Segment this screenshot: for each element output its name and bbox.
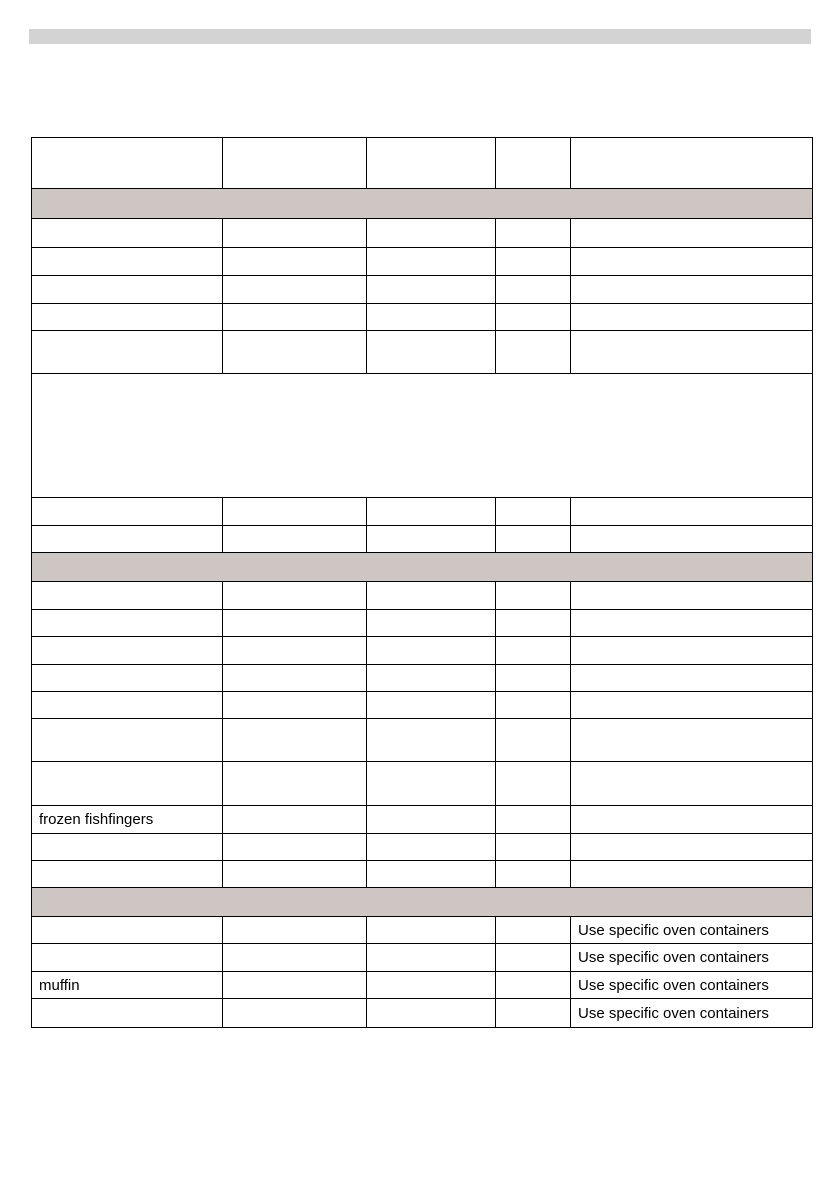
table-cell xyxy=(496,610,571,637)
top-header-bar xyxy=(29,29,811,44)
table-cell xyxy=(223,719,367,762)
table-cell xyxy=(367,498,496,526)
table-cell xyxy=(571,637,813,665)
table-cell xyxy=(496,248,571,276)
table-cell xyxy=(571,861,813,888)
table-cell xyxy=(367,331,496,374)
table-cell xyxy=(367,637,496,665)
table-row xyxy=(32,999,813,1028)
table-cell xyxy=(367,665,496,692)
table-cell xyxy=(223,637,367,665)
table-row xyxy=(32,637,813,665)
table-row xyxy=(32,248,813,276)
table-row xyxy=(32,692,813,719)
table-cell xyxy=(571,719,813,762)
table-cell xyxy=(367,582,496,610)
table-cell xyxy=(367,304,496,331)
note-cell: Use specific oven containers xyxy=(571,944,813,972)
table-cell xyxy=(32,304,223,331)
table-cell xyxy=(32,276,223,304)
merged-note-row xyxy=(32,374,813,498)
table-cell xyxy=(223,610,367,637)
table-cell xyxy=(496,637,571,665)
table-cell xyxy=(496,582,571,610)
table-cell xyxy=(367,917,496,944)
table-cell xyxy=(223,498,367,526)
table-cell xyxy=(223,999,367,1028)
table-cell xyxy=(496,762,571,806)
table-cell xyxy=(367,719,496,762)
table-cell xyxy=(223,331,367,374)
food-cell: frozen fishfingers xyxy=(32,806,223,834)
table-cell xyxy=(496,999,571,1028)
table-cell xyxy=(32,719,223,762)
table-cell xyxy=(571,665,813,692)
table-cell xyxy=(496,526,571,553)
table-cell xyxy=(367,806,496,834)
table-cell xyxy=(367,999,496,1028)
table-cell xyxy=(32,861,223,888)
table-cell xyxy=(496,834,571,861)
table-cell xyxy=(571,331,813,374)
merged-note-cell xyxy=(32,374,813,498)
cooking-table xyxy=(31,137,813,1028)
table-cell xyxy=(223,526,367,553)
section-header-cell xyxy=(32,189,813,219)
section-header-row xyxy=(32,888,813,917)
food-cell xyxy=(32,944,223,972)
table-cell xyxy=(32,762,223,806)
table-cell xyxy=(496,665,571,692)
table-cell xyxy=(367,972,496,999)
table-cell xyxy=(367,762,496,806)
table-row xyxy=(32,526,813,553)
table-cell xyxy=(223,582,367,610)
table-cell xyxy=(223,917,367,944)
table-cell xyxy=(571,219,813,248)
table-row xyxy=(32,762,813,806)
table-cell xyxy=(32,248,223,276)
table-cell xyxy=(223,248,367,276)
note-cell: Use specific oven containers xyxy=(571,999,813,1028)
table-cell xyxy=(223,219,367,248)
table-cell xyxy=(496,219,571,248)
table-row xyxy=(32,917,813,944)
table-cell xyxy=(32,834,223,861)
section-header-row xyxy=(32,189,813,219)
table-cell xyxy=(32,526,223,553)
table-row xyxy=(32,276,813,304)
table-cell xyxy=(367,944,496,972)
table-row xyxy=(32,972,813,999)
table-cell xyxy=(571,692,813,719)
table-row xyxy=(32,498,813,526)
table-cell xyxy=(367,219,496,248)
table-cell xyxy=(571,526,813,553)
table-cell xyxy=(367,861,496,888)
table-cell xyxy=(571,610,813,637)
section-header-cell xyxy=(32,553,813,582)
table-cell xyxy=(367,834,496,861)
table-cell xyxy=(367,248,496,276)
table-cell xyxy=(32,331,223,374)
table-cell xyxy=(367,692,496,719)
table-cell xyxy=(223,972,367,999)
table-cell xyxy=(571,304,813,331)
table-cell xyxy=(223,944,367,972)
table-cell xyxy=(571,248,813,276)
table-cell xyxy=(571,582,813,610)
table-cell xyxy=(223,276,367,304)
note-cell: Use specific oven containers xyxy=(571,917,813,944)
table-row xyxy=(32,944,813,972)
table-cell xyxy=(571,498,813,526)
food-cell xyxy=(32,999,223,1028)
table-cell xyxy=(496,972,571,999)
table-cell xyxy=(223,304,367,331)
table-cell xyxy=(496,276,571,304)
table-cell xyxy=(223,861,367,888)
food-cell xyxy=(32,917,223,944)
table-header-row xyxy=(32,138,813,189)
table-cell xyxy=(496,806,571,834)
table-cell xyxy=(223,762,367,806)
table-cell xyxy=(32,692,223,719)
table-cell xyxy=(496,944,571,972)
table-row xyxy=(32,834,813,861)
table-cell xyxy=(223,834,367,861)
table-cell xyxy=(223,806,367,834)
header-cell xyxy=(32,138,223,189)
header-cell xyxy=(571,138,813,189)
table-cell xyxy=(496,917,571,944)
section-header-cell xyxy=(32,888,813,917)
header-cell xyxy=(223,138,367,189)
table-cell xyxy=(32,582,223,610)
food-cell: muffin xyxy=(32,972,223,999)
section-header-row xyxy=(32,553,813,582)
table-cell xyxy=(32,610,223,637)
table-cell xyxy=(571,834,813,861)
table-cell xyxy=(367,276,496,304)
table-row xyxy=(32,582,813,610)
table-row xyxy=(32,861,813,888)
table-cell xyxy=(496,719,571,762)
table-row xyxy=(32,610,813,637)
table-cell xyxy=(571,276,813,304)
table-cell xyxy=(367,610,496,637)
table-cell xyxy=(367,526,496,553)
table-row xyxy=(32,665,813,692)
header-cell xyxy=(496,138,571,189)
table-cell xyxy=(32,637,223,665)
table-cell xyxy=(571,806,813,834)
table-cell xyxy=(223,692,367,719)
note-cell: Use specific oven containers xyxy=(571,972,813,999)
table-row xyxy=(32,719,813,762)
table-row xyxy=(32,806,813,834)
table-cell xyxy=(496,861,571,888)
table-cell xyxy=(571,762,813,806)
table-cell xyxy=(496,331,571,374)
table-cell xyxy=(496,498,571,526)
table-cell xyxy=(496,304,571,331)
table-row xyxy=(32,219,813,248)
header-cell xyxy=(367,138,496,189)
table-cell xyxy=(223,665,367,692)
table-cell xyxy=(496,692,571,719)
table-cell xyxy=(32,219,223,248)
table-row xyxy=(32,304,813,331)
table-cell xyxy=(32,665,223,692)
table-row xyxy=(32,331,813,374)
table-cell xyxy=(32,498,223,526)
